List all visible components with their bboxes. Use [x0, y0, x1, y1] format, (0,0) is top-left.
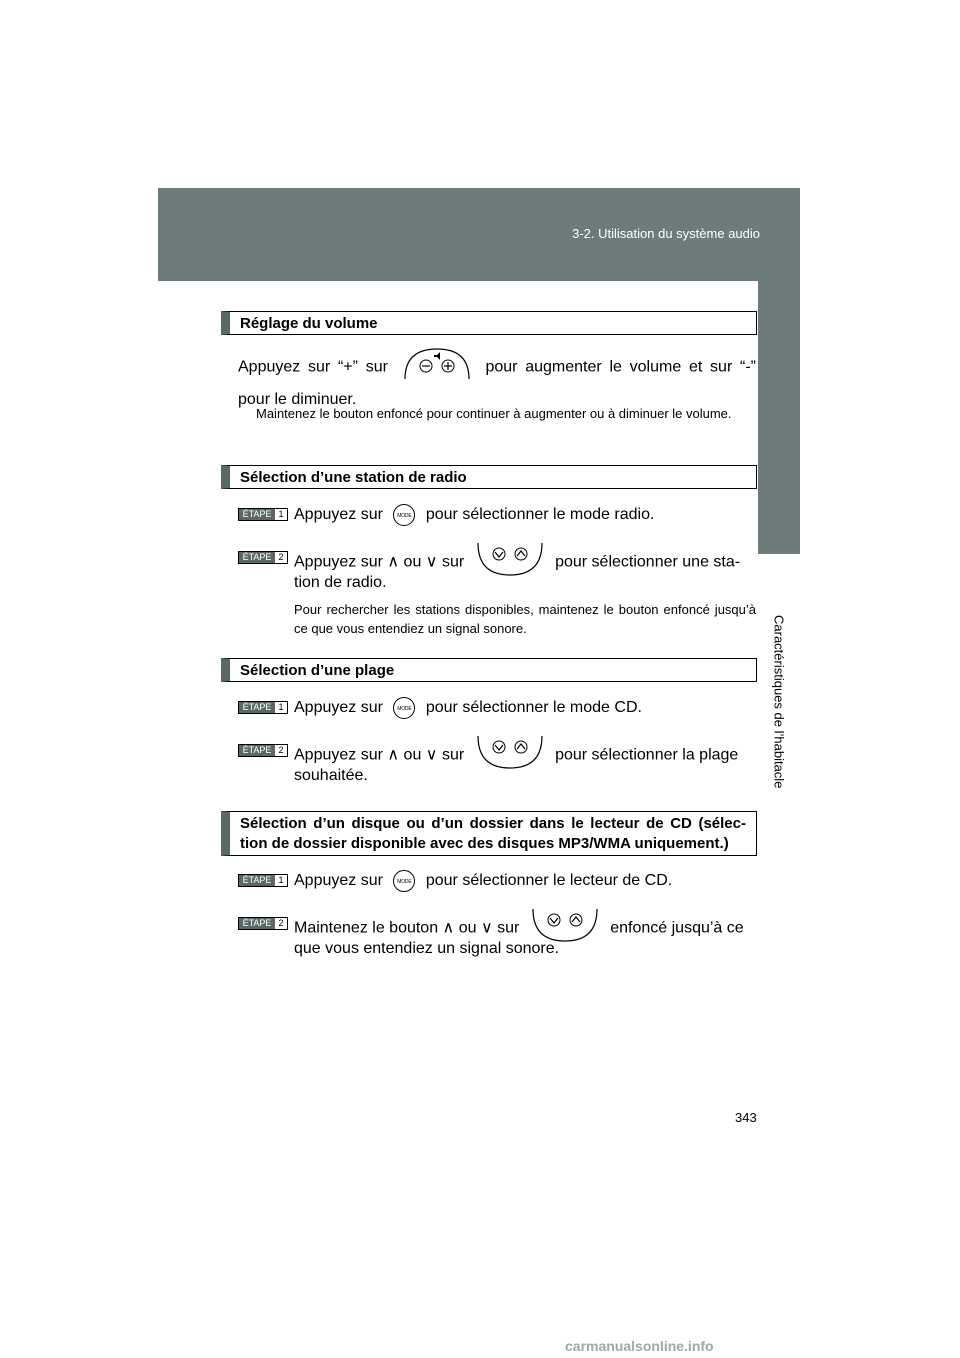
step-badge-2	[238, 917, 288, 930]
header-title: 3-2. Utilisation du système audio	[572, 226, 760, 241]
step-badge-1	[238, 701, 288, 714]
disque-step1-b: pour sélectionner le lecteur de CD.	[425, 872, 673, 890]
page-number: 343	[735, 1110, 757, 1125]
station-step1	[294, 504, 756, 526]
volume-instruction	[238, 346, 756, 411]
plage-step2-c: souhaitée.	[294, 767, 368, 784]
side-tab-label-text: Caractéristiques de l’habitacle	[771, 615, 787, 789]
mode-button-icon: MODE	[393, 504, 415, 526]
mode-button-icon: MODE	[393, 870, 415, 892]
side-tab-label	[759, 562, 799, 842]
section-title-disque: Sélection d’un disque ou d’un dossier dans le lecteur de CD (sélec-tion de dossier disponible avec des disques MP3/WMA uniquement.)	[221, 811, 757, 856]
station-step2-b: pour sélectionner une sta-	[555, 553, 741, 571]
step-label: ÉTAPE	[239, 552, 275, 563]
step-badge-2	[238, 551, 288, 564]
step-label: ÉTAPE	[239, 875, 275, 886]
step-label: ÉTAPE	[239, 918, 275, 929]
step-number: 1	[278, 702, 284, 712]
step-number: 2	[278, 745, 284, 755]
volume-knob-icon	[402, 346, 472, 389]
plage-step1	[294, 697, 756, 719]
plage-step2-b: pour sélectionner la plage	[555, 746, 739, 764]
step-label: ÉTAPE	[239, 702, 275, 713]
disque-step2-a: Maintenez le bouton ∧ ou ∨ sur	[294, 919, 520, 937]
header-band	[158, 188, 800, 281]
step-badge-1	[238, 874, 288, 887]
disque-step2-c: que vous entendiez un signal sonore.	[294, 940, 560, 957]
step-number: 2	[278, 918, 284, 928]
step-label: ÉTAPE	[239, 509, 275, 520]
side-tab-number: 3	[775, 576, 783, 591]
station-note: Pour rechercher les stations disponibles, maintenez le bouton enfoncé jusqu’à ce que vous entendiez un signal sonore.	[294, 602, 756, 636]
step-label: ÉTAPE	[239, 745, 275, 756]
volume-text-a: Appuyez sur “+” sur	[238, 358, 388, 376]
disque-step1	[294, 870, 756, 892]
step-badge-2	[238, 744, 288, 757]
mode-button-icon: MODE	[393, 697, 415, 719]
section-title-volume: Réglage du volume	[221, 311, 757, 335]
volume-note: Maintenez le bouton enfoncé pour continuer à augmenter ou à diminuer le volume.	[256, 406, 732, 421]
volume-text-b: pour augmenter le volume et sur “-” pour le diminuer.	[238, 358, 756, 408]
plage-step2-a: Appuyez sur ∧ ou ∨ sur	[294, 746, 465, 764]
step-number: 2	[278, 552, 284, 562]
plage-step1-b: pour sélectionner le mode CD.	[425, 699, 642, 717]
side-tab	[758, 281, 800, 591]
disque-step2-b: enfoncé jusqu’à ce	[610, 919, 744, 937]
watermark: carmanualsonline.info	[565, 1338, 714, 1354]
station-step2-a: Appuyez sur ∧ ou ∨ sur	[294, 553, 465, 571]
step-number: 1	[278, 875, 284, 885]
section-title-station: Sélection d’une station de radio	[221, 465, 757, 489]
station-step1-a: Appuyez sur	[294, 506, 383, 524]
plage-step1-a: Appuyez sur	[294, 699, 383, 717]
step-badge-1	[238, 508, 288, 521]
section-title-plage: Sélection d’une plage	[221, 658, 757, 682]
disque-step1-a: Appuyez sur	[294, 872, 383, 890]
step-number: 1	[278, 509, 284, 519]
station-step2-c: tion de radio.	[294, 574, 387, 591]
station-step1-b: pour sélectionner le mode radio.	[425, 506, 655, 524]
